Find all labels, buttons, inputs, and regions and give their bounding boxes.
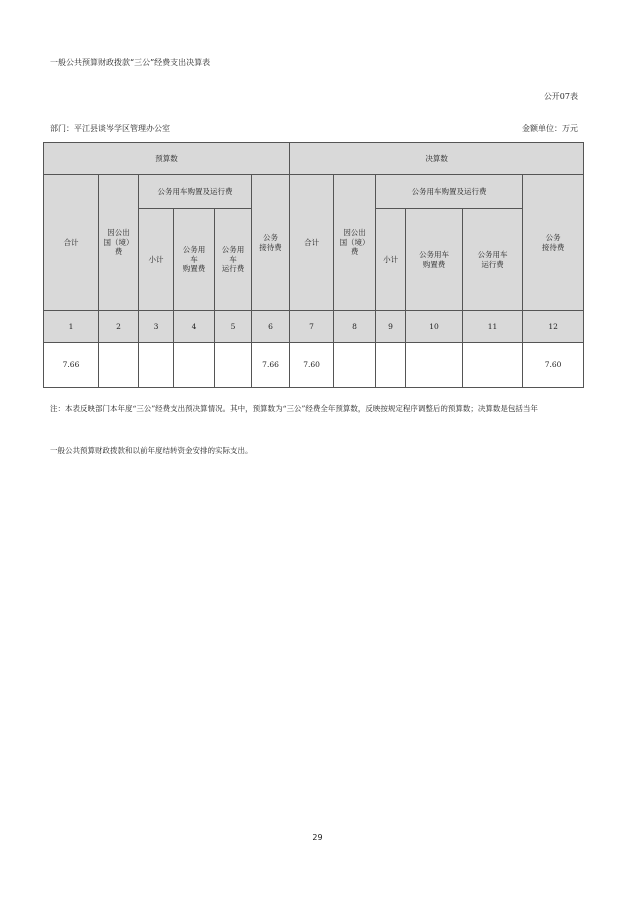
- final-total-value: 7.60: [290, 343, 334, 388]
- final-subtotal-header: 小计: [376, 209, 406, 311]
- index-cell: 6: [252, 311, 290, 343]
- unit-label: 金额单位：万元: [522, 124, 578, 133]
- index-cell: 2: [99, 311, 139, 343]
- final-reception-value: 7.60: [523, 343, 584, 388]
- table-title: 一般公共预算财政拨款“三公”经费支出决算表: [50, 58, 211, 67]
- page-number: 29: [312, 833, 323, 842]
- final-total-header: 合计: [290, 175, 334, 311]
- budget-subtotal-header: 小计: [139, 209, 174, 311]
- index-cell: 9: [376, 311, 406, 343]
- index-cell: 7: [290, 311, 334, 343]
- final-vehicle-purchase-header: 公务用车 购置费: [406, 209, 463, 311]
- budget-purchase-value: [174, 343, 215, 388]
- budget-vehicle-group-header: 公务用车购置及运行费: [139, 175, 252, 209]
- final-reception-header: 公务 接待费: [523, 175, 584, 311]
- final-subtotal-value: [376, 343, 406, 388]
- budget-header: 预算数: [44, 143, 290, 175]
- column-index-row: [44, 311, 584, 343]
- index-cell: 11: [463, 311, 523, 343]
- budget-reception-header: 公务 接待费: [252, 175, 290, 311]
- index-cell: 12: [523, 311, 584, 343]
- final-vehicle-running-header: 公务用车 运行费: [463, 209, 523, 311]
- final-header: 决算数: [290, 143, 584, 175]
- three-public-expense-table: [43, 142, 584, 388]
- note-line-2: 一般公共预算财政拨款和以前年度结转资金安排的实际支出。: [50, 446, 253, 455]
- final-purchase-value: [406, 343, 463, 388]
- budget-abroad-value: [99, 343, 139, 388]
- index-cell: 5: [215, 311, 252, 343]
- budget-vehicle-running-header: 公务用 车 运行费: [215, 209, 252, 311]
- department-label: 部门：平江县谈岑学区管理办公室: [50, 124, 170, 133]
- budget-vehicle-purchase-header: 公务用 车 购置费: [174, 209, 215, 311]
- index-cell: 10: [406, 311, 463, 343]
- budget-total-header: 合计: [44, 175, 99, 311]
- budget-running-value: [215, 343, 252, 388]
- budget-subtotal-value: [139, 343, 174, 388]
- budget-abroad-header: 因公出 国（境） 费: [99, 175, 139, 311]
- final-running-value: [463, 343, 523, 388]
- note-line-1: 注：本表反映部门本年度“三公”经费支出预决算情况。其中，预算数为“三公”经费全年预算数，反映按规定程序调整后的预算数；决算数是包括当年: [50, 404, 538, 413]
- index-cell: 8: [334, 311, 376, 343]
- index-cell: 3: [139, 311, 174, 343]
- final-abroad-value: [334, 343, 376, 388]
- budget-reception-value: 7.66: [252, 343, 290, 388]
- data-row: [44, 343, 584, 388]
- final-abroad-header: 因公出 国（境） 费: [334, 175, 376, 311]
- index-cell: 1: [44, 311, 99, 343]
- final-vehicle-group-header: 公务用车购置及运行费: [376, 175, 523, 209]
- index-cell: 4: [174, 311, 215, 343]
- budget-total-value: 7.66: [44, 343, 99, 388]
- form-number: 公开07表: [543, 92, 578, 101]
